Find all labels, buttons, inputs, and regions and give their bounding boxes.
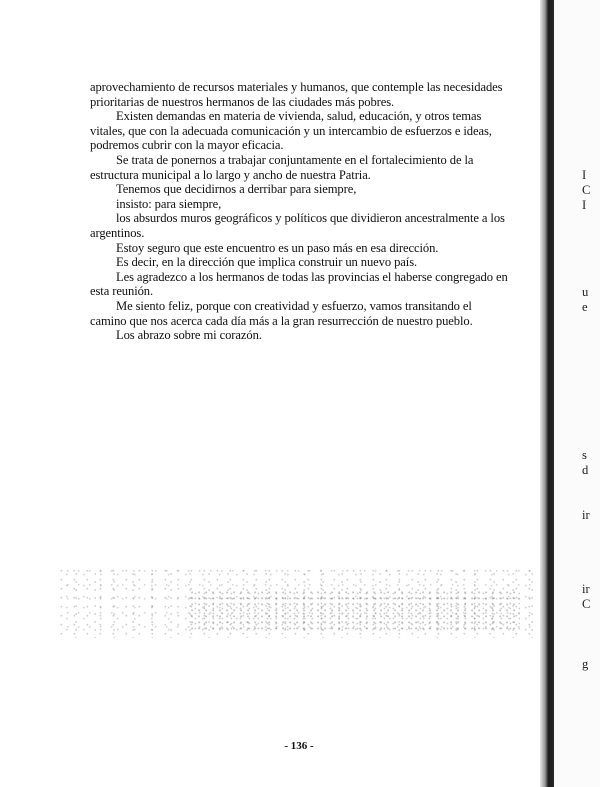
adjacent-page-edge	[554, 0, 600, 787]
paragraph-11: Los abrazo sobre mi corazón.	[116, 328, 262, 343]
paragraph-3: Se trata de ponernos a trabajar conjuntamente en el fortalecimiento de la estructura municipal a lo largo y ancho de nuestra Patria.	[90, 152, 474, 182]
paragraph-8: Es decir, en la dirección que implica construir un nuevo país.	[116, 255, 418, 270]
page-number	[0, 740, 600, 752]
adjacent-page-fragment: e	[582, 300, 588, 314]
body-text	[90, 80, 510, 343]
adjacent-page-fragment: C	[582, 183, 591, 197]
paragraph-6: los absurdos muros geográficos y políticos que dividieron ancestralmente a los argentinos.	[90, 211, 505, 240]
page-number-text: - 136 -	[284, 740, 314, 752]
adjacent-page-fragment: I	[582, 168, 587, 182]
scan-noise-dense	[190, 590, 520, 630]
adjacent-page-fragment: ir	[582, 508, 590, 522]
adjacent-page-fragment: C	[582, 597, 591, 611]
paragraph-9: Les agradezco a los hermanos de todas las provincias el haberse congregado en esta reunión.	[90, 269, 508, 299]
paragraph-5: insisto: para siempre,	[116, 196, 222, 211]
adjacent-page-fragment: s	[582, 448, 587, 462]
book-binding-shadow	[540, 0, 554, 787]
paragraph-7: Estoy seguro que este encuentro es un paso más en esa dirección.	[116, 240, 439, 255]
adjacent-page-fragment: I	[582, 198, 587, 212]
adjacent-page-fragment: u	[582, 285, 589, 299]
paragraph-4: Tenemos que decidirnos a derribar para siempre,	[116, 182, 357, 197]
paragraph-10: Me siento feliz, porque con creatividad y esfuerzo, vamos transitando el camino que nos acerca cada día más a la gran resurrección de nuestro pueblo.	[90, 298, 473, 328]
adjacent-page-fragment: d	[582, 463, 589, 477]
paragraph-1: aprovechamiento de recursos materiales y humanos, que contemple las necesidades prioritarias de nuestros hermanos de las ciudades más pobres.	[90, 80, 503, 109]
adjacent-page-fragment: ir	[582, 582, 590, 596]
adjacent-page-fragment: g	[582, 657, 589, 671]
paragraph-2: Existen demandas en materia de vivienda, salud, educación, y otros temas vitales, que con la adecuada comunicación y un intercambio de esfuerzos e ideas, podremos cubrir con la mayor eficacia.	[90, 109, 492, 153]
